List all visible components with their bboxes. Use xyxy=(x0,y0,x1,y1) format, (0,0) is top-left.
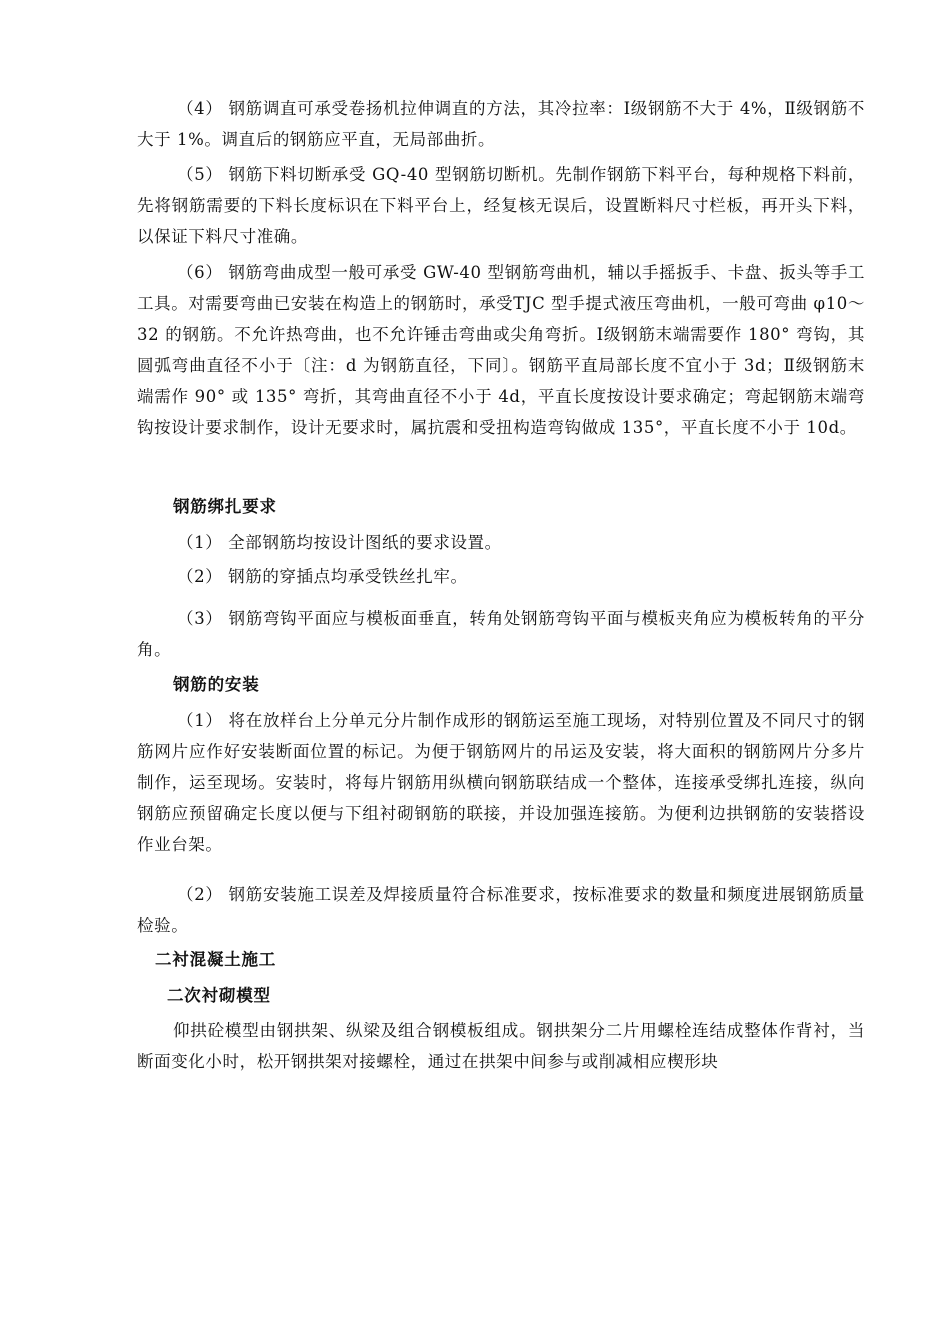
heading-rebar-binding: 钢筋绑扎要求 xyxy=(173,497,277,516)
paragraph-installation-2: （2） 钢筋安装施工误差及焊接质量符合标准要求，按标准要求的数量和频度进展钢筋质量检验。 xyxy=(137,885,865,935)
paragraph-binding-2: （2） 钢筋的穿插点均承受铁丝扎牢。 xyxy=(177,567,468,586)
paragraph-binding-1: （1） 全部钢筋均按设计图纸的要求设置。 xyxy=(177,533,502,552)
heading-rebar-installation: 钢筋的安装 xyxy=(173,675,260,694)
paragraph-rebar-straightening: （4） 钢筋调直可承受卷扬机拉伸调直的方法，其冷拉率：Ⅰ级钢筋不大于 4%，Ⅱ级钢筋不大于 1%。调直后的钢筋应平直，无局部曲折。 xyxy=(137,99,865,149)
paragraph-formwork-1: 仰拱砼模型由钢拱架、纵梁及组合钢模板组成。钢拱架分二片用螺栓连结成整体作背衬，当断面变化小时，松开钢拱架对接螺栓，通过在拱架中间参与或削减相应楔形块 xyxy=(137,1021,865,1071)
paragraph-rebar-cutting: （5） 钢筋下料切断承受 GQ-40 型钢筋切断机。先制作钢筋下料平台，每种规格下料前，先将钢筋需要的下料长度标识在下料平台上，经复核无误后，设置断料尺寸栏板，再开头下料，以保证下料尺寸准确。 xyxy=(137,165,865,246)
paragraph-installation-1: （1） 将在放样台上分单元分片制作成形的钢筋运至施工现场，对特别位置及不同尺寸的钢筋网片应作好安装断面位置的标记。为便于钢筋网片的吊运及安装，将大面积的钢筋网片分多片制作，运至现场。安装时，将每片钢筋用纵横向钢筋联结成一个整体，连接承受绑扎连接，纵向钢筋应预留确定长度以便与下组衬砌钢筋的联接，并设加强连接筋。为便利边拱钢筋的安装搭设作业台架。 xyxy=(137,711,865,854)
paragraph-binding-3: （3） 钢筋弯钩平面应与模板面垂直，转角处钢筋弯钩平面与模板夹角应为模板转角的平分角。 xyxy=(137,609,865,659)
heading-secondary-lining-concrete: 二衬混凝土施工 xyxy=(155,950,277,969)
paragraph-rebar-bending: （6） 钢筋弯曲成型一般可承受 GW-40 型钢筋弯曲机，辅以手摇扳手、卡盘、扳头等手工工具。对需要弯曲已安装在构造上的钢筋时，承受TJC 型手提式液压弯曲机，一般可弯曲 φ10～32 的钢筋。不允许热弯曲，也不允许锤击弯曲或尖角弯折。Ⅰ级钢筋末端需要作 180° 弯钩，其圆弧弯曲直径不小于〔注：d 为钢筋直径，下同〕。钢筋平直局部长度不宜小于 3d；Ⅱ级钢筋末端需作 90° 或 135° 弯折，其弯曲直径不小于 4d，平直长度按设计要求确定；弯起钢筋末端弯钩按设计要求制作，设计无要求时，属抗震和受扭构造弯钩做成 135°，平直长度不小于 10d。 xyxy=(137,263,865,437)
heading-secondary-lining-formwork: 二次衬砌模型 xyxy=(167,986,271,1005)
